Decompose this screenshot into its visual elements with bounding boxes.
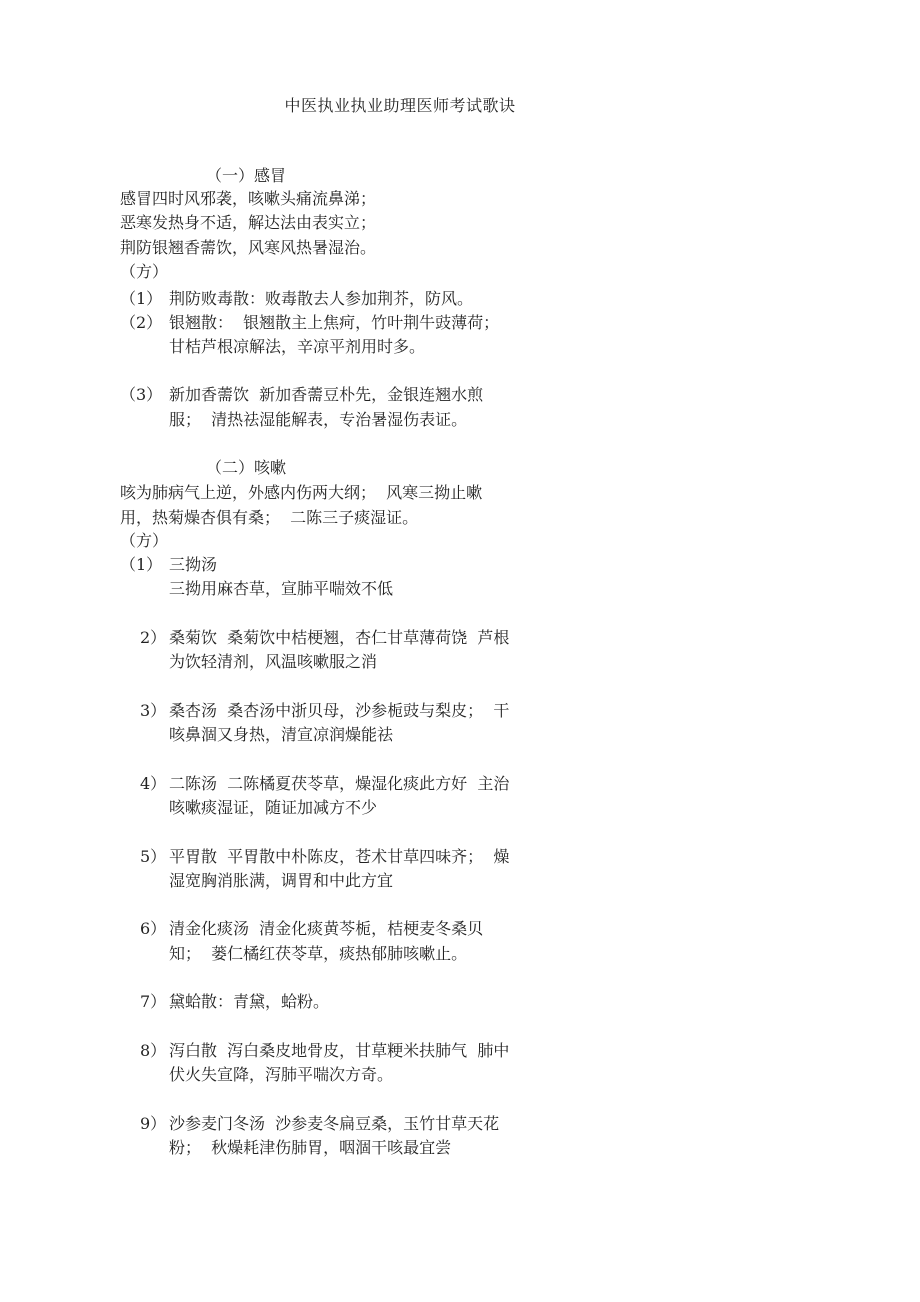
verse-line: 用，热菊燥杏俱有桑； 二陈三子痰湿证。 — [120, 508, 419, 527]
item-line: 甘桔芦根凉解法，辛凉平剂用时多。 — [169, 337, 426, 356]
item-number: （1） — [120, 555, 163, 574]
item-line: 湿宽胸消胀满，调胃和中此方宜 — [169, 871, 394, 890]
formula-label: （方） — [120, 262, 169, 281]
item-line: 咳嗽痰湿证，随证加减方不少 — [169, 798, 378, 817]
item-line: 粉； 秋燥耗津伤肺胃，咽涸干咳最宜尝 — [169, 1138, 452, 1157]
item-line: 桑菊饮 桑菊饮中桔梗翘，杏仁甘草薄荷饶 芦根 — [169, 628, 510, 647]
page-title: 中医执业执业助理医师考试歌诀 — [284, 96, 516, 115]
item-line: 咳鼻涸又身热，清宣凉润燥能祛 — [169, 725, 394, 744]
item-line: 服； 清热祛湿能解表，专治暑湿伤表证。 — [169, 410, 468, 429]
item-line: 二陈汤 二陈橘夏茯苓草，燥湿化痰此方好 主治 — [169, 774, 510, 793]
section-heading-cough: （二）咳嗽 — [206, 458, 287, 477]
item-line: 泻白散 泻白桑皮地骨皮，甘草粳米扶肺气 肺中 — [169, 1041, 510, 1060]
item-number: 3） — [140, 701, 167, 720]
item-line: 知； 蒌仁橘红茯苓草，痰热郁肺咳嗽止。 — [169, 944, 468, 963]
item-number: （3） — [120, 385, 163, 404]
item-number: 8） — [140, 1041, 167, 1060]
item-line: 银翘散： 银翘散主上焦疴，竹叶荆牛豉薄荷； — [169, 313, 500, 332]
item-line: 黛蛤散：青黛，蛤粉。 — [169, 992, 330, 1011]
item-line: 为饮轻清剂，风温咳嗽服之消 — [169, 652, 378, 671]
item-number: 7） — [140, 992, 167, 1011]
item-number: 9） — [140, 1114, 167, 1133]
verse-line: 咳为肺病气上逆，外感内伤两大纲； 风寒三拗止嗽 — [120, 483, 483, 502]
verse-line: 恶寒发热身不适，解达法由表实立； — [120, 213, 377, 232]
item-line: 清金化痰汤 清金化痰黄芩栀，桔梗麦冬桑贝 — [169, 919, 484, 938]
item-number: 2） — [140, 628, 167, 647]
formula-label: （方） — [120, 531, 169, 550]
item-line: 平胃散 平胃散中朴陈皮，苍术甘草四味齐； 燥 — [169, 847, 510, 866]
item-line: 新加香薷饮 新加香薷豆朴先，金银连翘水煎 — [169, 385, 484, 404]
item-line: 伏火失宣降，泻肺平喘次方奇。 — [169, 1065, 394, 1084]
verse-line: 荆防银翘香薷饮，风寒风热暑湿治。 — [120, 238, 377, 257]
item-number: （1） — [120, 289, 163, 308]
item-number: （2） — [120, 313, 163, 332]
item-line: 三拗用麻杏草，宣肺平喘效不低 — [169, 579, 394, 598]
item-line: 桑杏汤 桑杏汤中浙贝母，沙参栀豉与梨皮； 干 — [169, 701, 510, 720]
item-number: 4） — [140, 774, 167, 793]
verse-line: 感冒四时风邪袭，咳嗽头痛流鼻涕； — [120, 189, 377, 208]
item-number: 6） — [140, 919, 167, 938]
item-line: 荆防败毒散：败毒散去人参加荆芥，防风。 — [169, 289, 474, 308]
item-line: 沙参麦门冬汤 沙参麦冬扁豆桑，玉竹甘草天花 — [169, 1114, 500, 1133]
item-number: 5） — [140, 847, 167, 866]
section-heading-cold: （一）感冒 — [206, 166, 287, 185]
item-line: 三拗汤 — [169, 555, 218, 574]
